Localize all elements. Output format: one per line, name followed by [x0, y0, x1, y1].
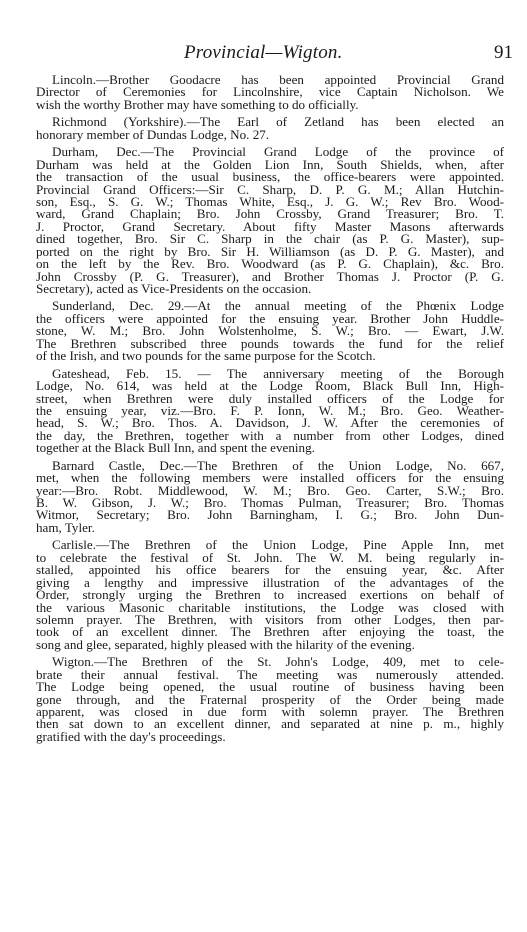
page-header	[0, 42, 527, 68]
paragraph-wigton	[36, 656, 504, 743]
paragraph-gateshead	[36, 365, 504, 456]
text-line: J. Proctor, Grand Secretary. About fifty Master Masons afterwards	[36, 218, 504, 234]
text-line: Sunderland, Dec. 29.—At the annual meeting of the Phœnix Lodge	[52, 298, 504, 314]
text-line: Provincial Grand Officers:—Sir C. Sharp, D. P. G. M.; Allan Hutchin-	[36, 181, 504, 197]
text-line: wish the worthy Brother may have something to do officially.	[36, 96, 359, 112]
page-number: 91	[494, 42, 513, 63]
text-line: Order, strongly urging the Brethren to increased exertions on behalf of	[36, 587, 504, 603]
text-line: giving a lengthy and impressive illustration of the advantages of the	[36, 574, 504, 590]
paragraph-lincoln	[36, 74, 504, 111]
text-line: son, Esq., S. G. W.; Thomas White, Esq., J. G. W.; Rev Bro. Wood-	[36, 193, 504, 209]
text-line: Carlisle.—The Brethren of the Union Lodge, Pine Apple Inn, met	[52, 537, 504, 553]
text-line: The Lodge being opened, the usual routine of business having been	[36, 679, 504, 695]
text-line: took of an excellent dinner. The Brethren after enjoying the toast, the	[36, 624, 504, 640]
text-line: ported on the right by Bro. Sir H. Williamson (as D. P. G. Master), and	[36, 243, 504, 259]
text-line: brate their annual festival. The meeting was numerously attended.	[36, 666, 504, 682]
text-line: met, when the following members were installed officers for the ensuing	[36, 470, 504, 486]
text-line: then sat down to an excellent dinner, and separated at nine p. m., highly	[36, 716, 504, 732]
text-line: street, when Brethren were duly installed officers of the Lodge for	[36, 390, 504, 406]
text-line: stalled, appointed his office bearers for the ensuing year, &c. After	[36, 562, 504, 578]
text-line: Gateshead, Feb. 15. — The anniversary meeting of the Borough	[52, 365, 504, 381]
text-line: to celebrate the festival of St. John. The W. M. being regularly in-	[36, 549, 504, 565]
paragraph-durham	[36, 146, 504, 295]
text-line: Richmond (Yorkshire).—The Earl of Zetland has been elected an	[52, 114, 504, 130]
text-line: Director of Ceremonies for Lincolnshire, vice Captain Nicholson. We	[36, 84, 504, 100]
paragraph-richmond	[36, 116, 504, 141]
text-line: John Crossby (P. G. Treasurer), and Brother Thomas J. Proctor (P. G.	[36, 268, 504, 284]
text-line: the officers were appointed for the ensuing year. Brother John Huddle-	[36, 310, 504, 326]
text-line: head, S. W.; Bro. Thos. A. Davidson, J. W. After the ceremonies of	[36, 415, 504, 431]
text-line: solemn prayer. The Brethren, with visitors from other Lodges, then par-	[36, 611, 504, 627]
text-line: Durham, Dec.—The Provincial Grand Lodge of the province of	[52, 144, 504, 160]
paragraph-carlisle	[36, 539, 504, 651]
text-line: song and glee, separated, highly pleased with the hilarity of the evening.	[36, 636, 415, 652]
text-line: dined together, Bro. Sir C. Sharp in the chair (as P. G. Master), sup-	[36, 231, 504, 247]
text-line: the ensuing year, viz.—Bro. F. P. Ionn, W. M.; Bro. Geo. Weather-	[36, 402, 504, 418]
text-line: Witmor, Secretary; Bro. John Barningham, I. G.; Bro. John Dun-	[36, 507, 504, 523]
text-line: Lodge, No. 614, was held at the Lodge Room, Black Bull Inn, High-	[36, 378, 504, 394]
paragraph-barnard-castle	[36, 457, 504, 535]
text-line: ham, Tyler.	[36, 519, 95, 535]
text-line: gratified with the day's proceedings.	[36, 728, 226, 744]
text-line: honorary member of Dundas Lodge, No. 27.	[36, 126, 270, 142]
text-line: The Brethren subscribed three pounds towards the fund for the relief	[36, 335, 504, 351]
text-line: of the Irish, and two pounds for the same purpose for the Scotch.	[36, 348, 376, 364]
text-line: the transaction of the usual business, the office-bearers were appointed.	[36, 169, 504, 185]
text-line: apparent, was closed in due form with solemn prayer. The Brethren	[36, 704, 504, 719]
text-line: together at the Black Bull Inn, and spent the evening.	[36, 440, 315, 456]
text-line: ward, Grand Chaplain; Bro. John Crossby, Grand Treasurer; Bro. T.	[36, 206, 504, 222]
text-line: the day, the Brethren, together with a number from other Lodges, dined	[36, 427, 504, 443]
text-line: B. W. Gibson, J. W.; Bro. Thomas Pulman, Treasurer; Bro. Thomas	[36, 495, 504, 510]
text-line: the various Masonic charitable institutions, the Lodge was closed with	[36, 599, 504, 615]
text-line: Secretary), acted as Vice-Presidents on the occasion.	[36, 281, 312, 296]
text-line: year:—Bro. Robt. Middlewood, W. M.; Bro. Geo. Carter, S.W.; Bro.	[36, 482, 504, 498]
running-title: Provincial—Wigton.	[184, 42, 343, 63]
text-line: stone, W. M.; Bro. John Wolstenholme, S. W.; Bro. — Ewart, J.W.	[36, 323, 504, 339]
text-line: Barnard Castle, Dec.—The Brethren of the Union Lodge, No. 667,	[52, 457, 504, 473]
text-line: on the left by the Rev. Bro. Woodward (as P. G. Chaplain), &c. Bro.	[36, 256, 504, 272]
text-line: Durham was held at the Golden Lion Inn, South Shields, when, after	[36, 156, 504, 172]
body-text	[36, 74, 504, 748]
paragraph-sunderland	[36, 300, 504, 362]
text-line: gone through, and the Fraternal prosperity of the Order being made	[36, 691, 504, 707]
text-line: Lincoln.—Brother Goodacre has been appointed Provincial Grand	[52, 72, 504, 87]
text-line: Wigton.—The Brethren of the St. John's Lodge, 409, met to cele-	[52, 654, 504, 670]
